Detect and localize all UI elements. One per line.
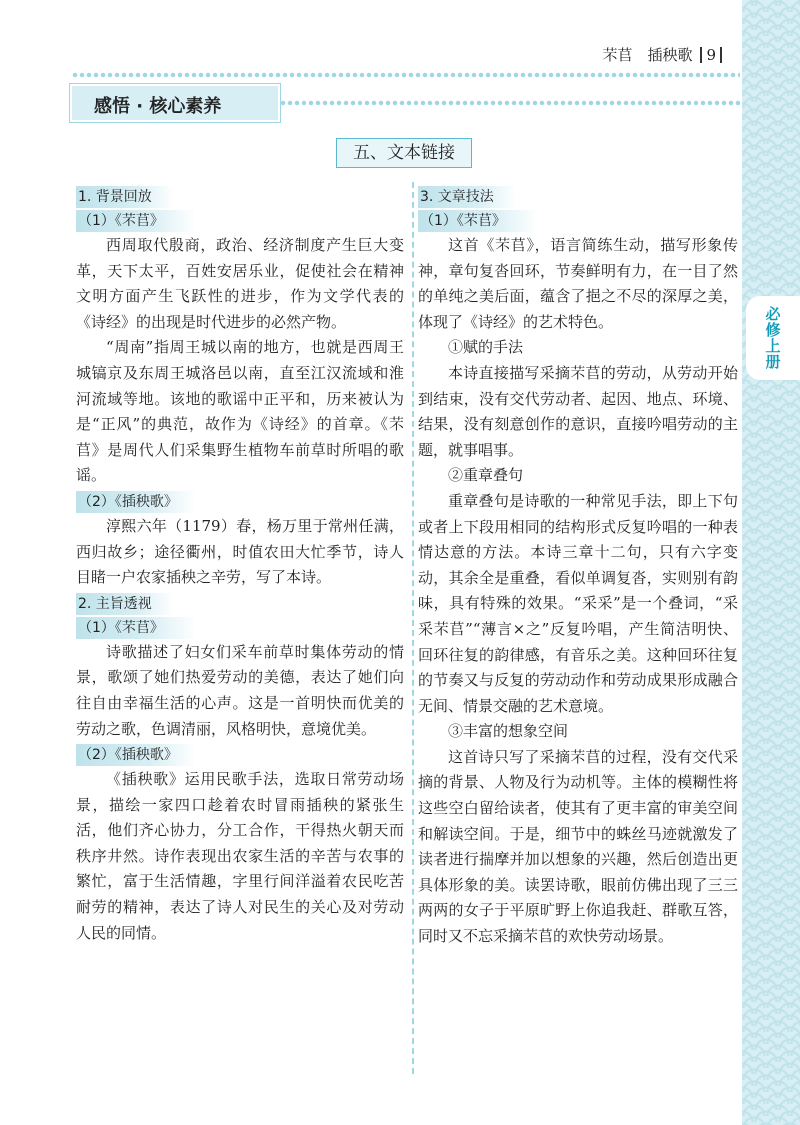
left-column [76,184,404,946]
technique-title: ②重章叠句 [448,466,524,485]
paragraph: 《插秧歌》运用民歌手法，选取日常劳动场景，描绘一家四口趁着农时冒雨插秧的紧张生活，他们齐心协力，分工合作，干得热火朝天而秩序井然。诗作表现出农家生活的辛苦与农事的繁忙，富于生活情趣，字里行间洋溢着农民吃苦耐劳的精神，表达了诗人对民生的关心及对劳动人民的同情。 [76,770,404,942]
section-banner [72,86,278,120]
subheading-fuyi: （1）《芣苢》 [418,210,538,232]
technique-title: ①赋的手法 [448,338,524,357]
subheading-fuyi: （1）《芣苢》 [76,617,196,639]
side-label: 必修上册 [763,306,782,370]
subheading-chayangge: （2）《插秧歌》 [76,744,196,766]
paragraph: 本诗直接描写采摘芣苢的劳动，从劳动开始到结束，没有交代劳动者、起因、地点、环境、结果，没有刻意创作的意识，直接吟唱劳动的主题，就事唱事。 [418,363,738,459]
subheading-fuyi: （1）《芣苢》 [76,210,196,232]
heading-background: 1. 背景回放 [76,186,174,208]
paragraph: 这首诗只写了采摘芣苢的过程，没有交代采摘的背景、人物及行为动机等。主体的模糊性将这些空白留给读者，使其有了更丰富的审美空间和解读空间。于是，细节中的蛛丝马迹就激发了读者进行揣摩并加以想象的兴趣，然后创造出更具体形象的美。读罢诗歌，眼前仿佛出现了三三两两的女子于平原旷野上你追我赶、群歌互答，同时又不忘采摘芣苢的欢快劳动场景。 [418,747,738,946]
paragraph: 西周取代殷商，政治、经济制度产生巨大变革，天下太平，百姓安居乐业，促使社会在精神文明方面产生飞跃性的进步，作为文学代表的《诗经》的出现是时代进步的必然产物。 [76,236,404,331]
page-number: 9 [700,47,722,63]
side-decoration [742,0,800,1125]
banner-dot-border [280,100,740,106]
right-column [418,184,738,950]
heading-theme: 2. 主旨透视 [76,593,174,615]
side-tab [746,296,800,380]
technique-title: ③丰富的想象空间 [448,722,569,741]
section-title: 感悟 · 核心素养 [94,96,222,117]
subsection-title: 五、文本链接 [336,138,472,168]
paragraph: 重章叠句是诗歌的一种常见手法，即上下句或者上下段用相同的结构形式反复吟唱的一种表情达意的方法。本诗三章十二句，只有六字变动，其余全是重叠，看似单调复沓，实则别有韵味，具有特殊的效果。“采采”是一个叠词，“采采芣苢”“薄言×之”反复吟唱，产生简洁明快、回环往复的韵律感，有音乐之美。这种回环往复的节奏又与反复的劳动动作和劳动成果形成融合无间、情景交融的艺术意境。 [418,491,738,715]
column-divider [412,182,414,1074]
heading-technique: 3. 文章技法 [418,186,516,208]
header-titles: 芣苢 插秧歌 [602,46,693,64]
paragraph: 淳熙六年（1179）春，杨万里于常州任满，西归故乡；途径衢州，时值农田大忙季节，诗人目睹一户农家插秧之辛劳，写了本诗。 [76,516,404,587]
paragraph: 诗歌描述了妇女们采车前草时集体劳动的情景，歌颂了她们热爱劳动的美德，表达了她们向往自由幸福生活的心声。这是一首明快而优美的劳动之歌，色调清丽，风格明快，意境优美。 [76,642,404,738]
paragraph: 这首《芣苢》，语言简练生动，描写形象传神，章句复沓回环，节奏鲜明有力，在一目了然的单纯之美后面，蕴含了挹之不尽的深厚之美，体现了《诗经》的艺术特色。 [418,236,738,331]
paragraph: “周南”指周王城以南的地方，也就是西周王城镐京及东周王城洛邑以南，直至江汉流域和淮河流域等地。该地的歌谣中正平和，历来被认为是“正风”的典范，故作为《诗经》的首章。《芣苢》是周代人们采集野生植物车前草时所唱的歌谣。 [76,338,404,485]
subheading-chayangge: （2）《插秧歌》 [76,491,196,513]
top-dot-border [72,72,740,78]
running-header [602,44,722,65]
